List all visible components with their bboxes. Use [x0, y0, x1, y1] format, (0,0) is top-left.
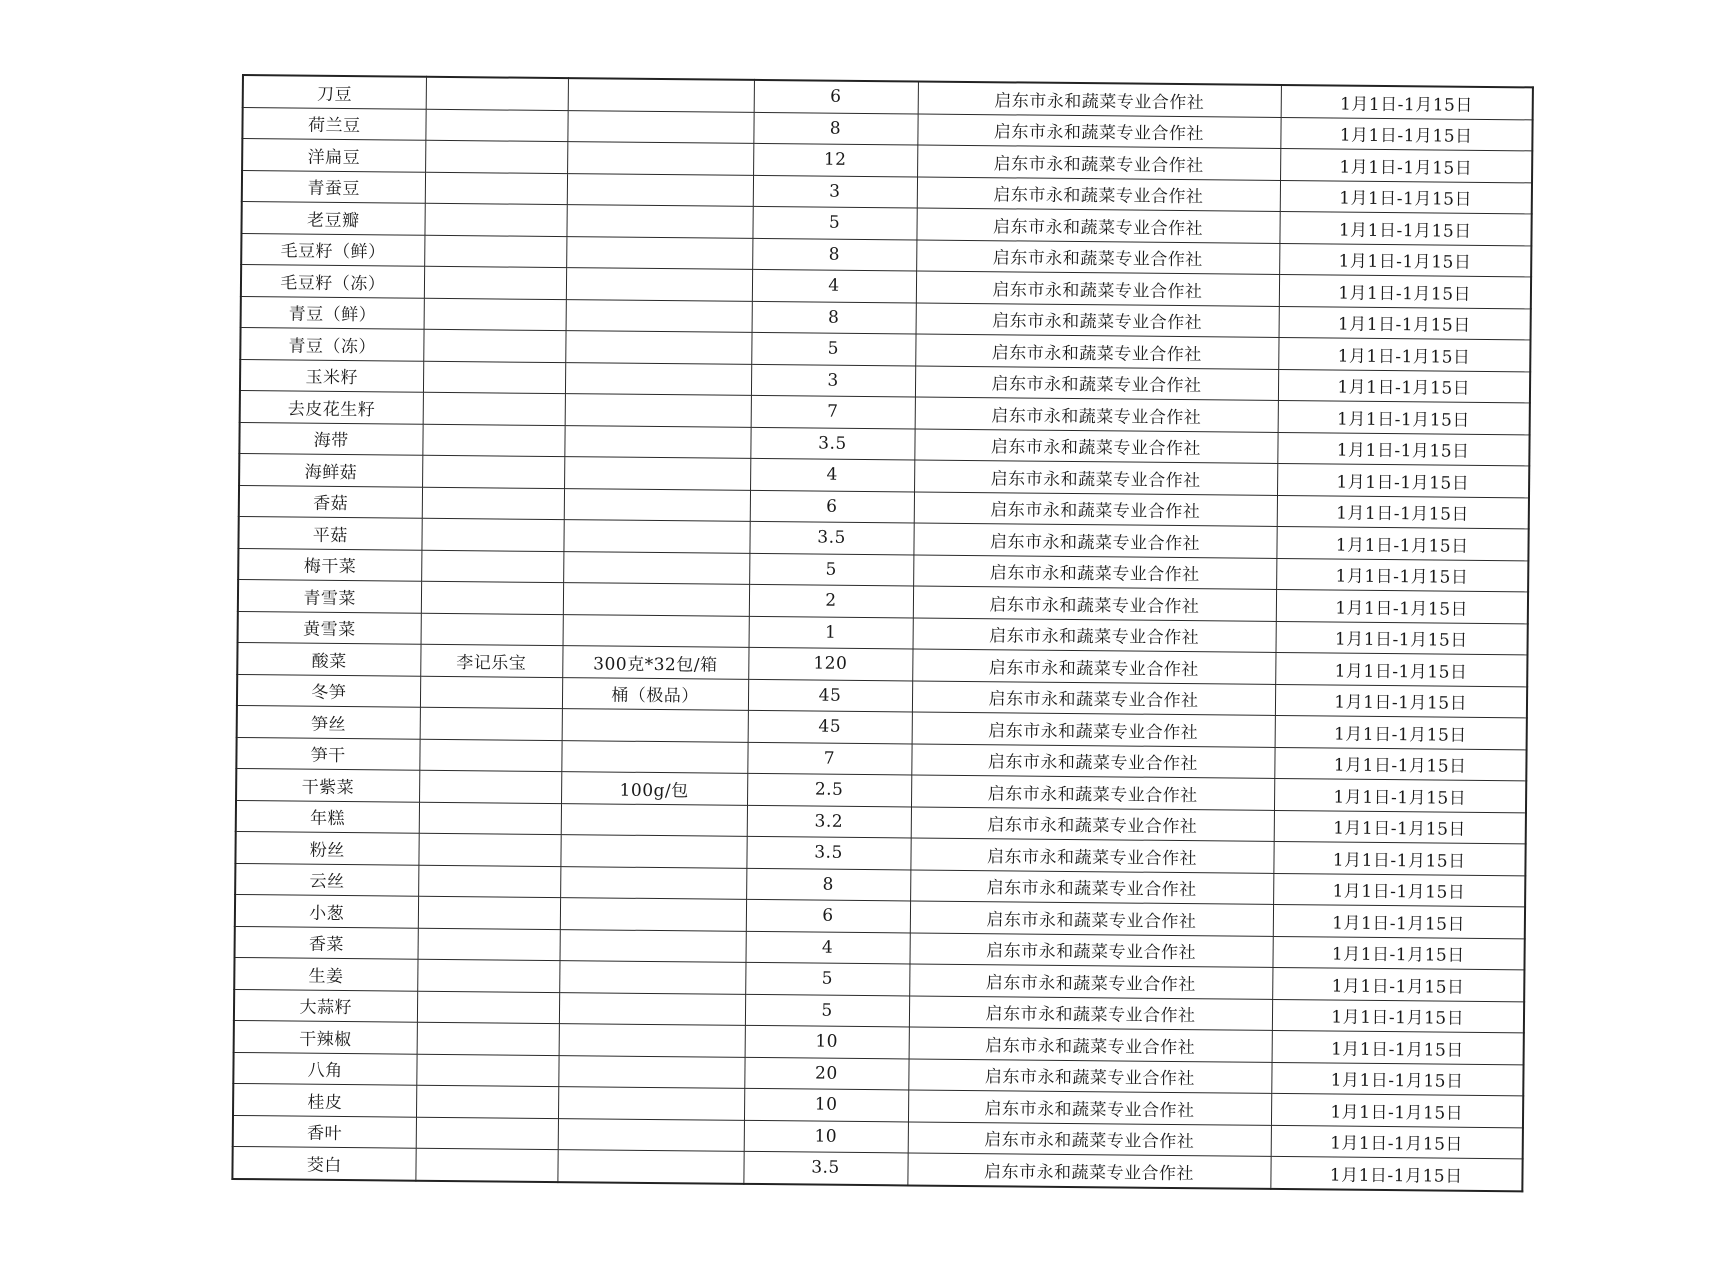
- supplier-cell: 启东市永和蔬菜专业合作社: [916, 239, 1279, 274]
- period-cell: 1月1日-1月15日: [1272, 936, 1524, 970]
- price-cell: 12: [753, 143, 917, 176]
- spec-cell: [560, 835, 746, 868]
- item-name-cell: 荷兰豆: [242, 107, 425, 140]
- item-name-cell: 干辣椒: [234, 1020, 417, 1053]
- price-cell: 2.5: [747, 773, 911, 806]
- price-table: [231, 74, 1534, 1192]
- item-name-cell: 海鲜菇: [239, 453, 422, 486]
- supplier-cell: 启东市永和蔬菜专业合作社: [908, 1090, 1271, 1125]
- price-cell: 3.5: [743, 1151, 907, 1185]
- item-name-cell: 去皮花生籽: [240, 390, 423, 423]
- period-cell: 1月1日-1月15日: [1276, 558, 1528, 592]
- spec-cell: [565, 394, 751, 427]
- item-name-cell: 香叶: [233, 1115, 416, 1148]
- brand-cell: [425, 172, 567, 205]
- brand-cell: [419, 739, 561, 772]
- period-cell: 1月1日-1月15日: [1278, 400, 1530, 434]
- period-cell: 1月1日-1月15日: [1275, 684, 1527, 718]
- brand-cell: [418, 833, 560, 866]
- item-name-cell: 玉米籽: [240, 359, 423, 392]
- supplier-cell: 启东市永和蔬菜专业合作社: [918, 81, 1281, 116]
- price-cell: 5: [751, 332, 915, 365]
- item-name-cell: 大蒜籽: [234, 989, 417, 1022]
- brand-cell: [417, 1022, 559, 1055]
- spec-cell: [566, 205, 752, 238]
- brand-cell: [425, 140, 567, 173]
- item-name-cell: 年糕: [236, 800, 419, 833]
- price-cell: 20: [744, 1057, 908, 1090]
- supplier-cell: 启东市永和蔬菜专业合作社: [909, 964, 1272, 999]
- brand-cell: [425, 109, 567, 142]
- scanned-price-sheet: [231, 74, 1532, 1192]
- supplier-cell: 启东市永和蔬菜专业合作社: [914, 428, 1277, 463]
- item-name-cell: 八角: [233, 1052, 416, 1085]
- supplier-cell: 启东市永和蔬菜专业合作社: [912, 680, 1275, 715]
- spec-cell: [566, 299, 752, 332]
- supplier-cell: 启东市永和蔬菜专业合作社: [915, 365, 1278, 400]
- supplier-cell: 启东市永和蔬菜专业合作社: [914, 460, 1277, 495]
- item-name-cell: 生姜: [234, 957, 417, 990]
- brand-cell: [417, 959, 559, 992]
- brand-cell: [418, 865, 560, 898]
- period-cell: 1月1日-1月15日: [1279, 243, 1531, 277]
- price-cell: 6: [746, 899, 910, 932]
- price-cell: 3: [753, 175, 917, 208]
- price-cell: 45: [748, 679, 912, 712]
- item-name-cell: 茭白: [232, 1146, 415, 1180]
- price-cell: 3: [751, 364, 915, 397]
- price-cell: 45: [748, 710, 912, 743]
- brand-cell: [416, 1054, 558, 1087]
- price-cell: 3.5: [746, 836, 910, 869]
- brand-cell: [418, 928, 560, 961]
- brand-cell: [424, 298, 566, 331]
- price-cell: 3.5: [749, 521, 913, 554]
- price-cell: 5: [752, 206, 916, 239]
- item-name-cell: 青蚕豆: [242, 170, 425, 203]
- supplier-cell: 启东市永和蔬菜专业合作社: [911, 775, 1274, 810]
- item-name-cell: 笋干: [236, 737, 419, 770]
- spec-cell: [566, 268, 752, 301]
- price-cell: 8: [752, 238, 916, 271]
- spec-cell: [563, 520, 749, 553]
- brand-cell: [426, 77, 568, 110]
- price-cell: 2: [749, 584, 913, 617]
- period-cell: 1月1日-1月15日: [1275, 715, 1527, 749]
- brand-cell: [418, 896, 560, 929]
- brand-cell: [423, 361, 565, 394]
- supplier-cell: 启东市永和蔬菜专业合作社: [916, 271, 1279, 306]
- price-cell: 10: [744, 1120, 908, 1153]
- brand-cell: [424, 235, 566, 268]
- spec-cell: [559, 961, 745, 994]
- brand-cell: [421, 550, 563, 583]
- period-cell: 1月1日-1月15日: [1277, 432, 1529, 466]
- spec-cell: 桶（极品）: [562, 677, 748, 710]
- period-cell: 1月1日-1月15日: [1275, 621, 1527, 655]
- spec-cell: [563, 583, 749, 616]
- period-cell: 1月1日-1月15日: [1276, 589, 1528, 623]
- period-cell: 1月1日-1月15日: [1278, 337, 1530, 371]
- period-cell: 1月1日-1月15日: [1274, 810, 1526, 844]
- item-name-cell: 干紫菜: [236, 768, 419, 801]
- period-cell: 1月1日-1月15日: [1272, 1030, 1524, 1064]
- price-cell: 4: [752, 269, 916, 302]
- spec-cell: [559, 992, 745, 1025]
- brand-cell: [421, 518, 563, 551]
- supplier-cell: 启东市永和蔬菜专业合作社: [913, 617, 1276, 652]
- period-cell: 1月1日-1月15日: [1278, 369, 1530, 403]
- spec-cell: [565, 362, 751, 395]
- item-name-cell: 海带: [239, 422, 422, 455]
- item-name-cell: 香菇: [239, 485, 422, 518]
- price-cell: 3.2: [747, 805, 911, 838]
- item-name-cell: 冬笋: [237, 674, 420, 707]
- supplier-cell: 启东市永和蔬菜专业合作社: [910, 901, 1273, 936]
- item-name-cell: 粉丝: [235, 831, 418, 864]
- price-cell: 6: [754, 80, 918, 114]
- spec-cell: 100g/包: [561, 772, 747, 805]
- spec-cell: [560, 866, 746, 899]
- period-cell: 1月1日-1月15日: [1280, 180, 1532, 214]
- supplier-cell: 启东市永和蔬菜专业合作社: [909, 932, 1272, 967]
- period-cell: 1月1日-1月15日: [1271, 1093, 1523, 1127]
- period-cell: 1月1日-1月15日: [1276, 526, 1528, 560]
- supplier-cell: 启东市永和蔬菜专业合作社: [908, 1121, 1271, 1156]
- spec-cell: [565, 331, 751, 364]
- spec-cell: [558, 1055, 744, 1088]
- supplier-cell: 启东市永和蔬菜专业合作社: [914, 491, 1277, 526]
- spec-cell: [561, 803, 747, 836]
- brand-cell: [419, 770, 561, 803]
- supplier-cell: 启东市永和蔬菜专业合作社: [917, 176, 1280, 211]
- period-cell: 1月1日-1月15日: [1274, 778, 1526, 812]
- supplier-cell: 启东市永和蔬菜专业合作社: [917, 145, 1280, 180]
- price-cell: 7: [747, 742, 911, 775]
- price-cell: 6: [750, 490, 914, 523]
- item-name-cell: 酸菜: [237, 642, 420, 675]
- period-cell: 1月1日-1月15日: [1280, 117, 1532, 151]
- spec-cell: [567, 173, 753, 206]
- spec-cell: [561, 740, 747, 773]
- period-cell: 1月1日-1月15日: [1275, 652, 1527, 686]
- item-name-cell: 毛豆籽（鲜）: [241, 233, 424, 266]
- price-cell: 8: [753, 112, 917, 145]
- price-cell: 8: [752, 301, 916, 334]
- supplier-cell: 启东市永和蔬菜专业合作社: [915, 334, 1278, 369]
- price-cell: 5: [745, 962, 909, 995]
- item-name-cell: 洋扁豆: [242, 139, 425, 172]
- brand-cell: [420, 676, 562, 709]
- table-body: [232, 75, 1533, 1191]
- item-name-cell: 青豆（冻）: [240, 327, 423, 360]
- spec-cell: [564, 425, 750, 458]
- item-name-cell: 刀豆: [243, 75, 426, 109]
- period-cell: 1月1日-1月15日: [1273, 873, 1525, 907]
- price-cell: 1: [749, 616, 913, 649]
- supplier-cell: 启东市永和蔬菜专业合作社: [911, 743, 1274, 778]
- supplier-cell: 启东市永和蔬菜专业合作社: [911, 806, 1274, 841]
- brand-cell: [423, 392, 565, 425]
- spec-cell: [564, 488, 750, 521]
- supplier-cell: 启东市永和蔬菜专业合作社: [908, 1058, 1271, 1093]
- supplier-cell: 启东市永和蔬菜专业合作社: [916, 208, 1279, 243]
- brand-cell: [421, 613, 563, 646]
- period-cell: 1月1日-1月15日: [1280, 148, 1532, 182]
- price-cell: 5: [749, 553, 913, 586]
- spec-cell: [563, 551, 749, 584]
- period-cell: 1月1日-1月15日: [1277, 463, 1529, 497]
- period-cell: 1月1日-1月15日: [1281, 85, 1533, 119]
- spec-cell: [558, 1118, 744, 1151]
- price-cell: 10: [744, 1088, 908, 1121]
- spec-cell: [559, 1024, 745, 1057]
- brand-cell: [422, 424, 564, 457]
- price-cell: 120: [748, 647, 912, 680]
- period-cell: 1月1日-1月15日: [1270, 1156, 1522, 1190]
- spec-cell: [560, 929, 746, 962]
- supplier-cell: 启东市永和蔬菜专业合作社: [915, 397, 1278, 432]
- supplier-cell: 启东市永和蔬菜专业合作社: [913, 523, 1276, 558]
- period-cell: 1月1日-1月15日: [1279, 274, 1531, 308]
- supplier-cell: 启东市永和蔬菜专业合作社: [907, 1153, 1270, 1188]
- spec-cell: [568, 78, 754, 112]
- brand-cell: [419, 802, 561, 835]
- brand-cell: [424, 203, 566, 236]
- price-cell: 4: [750, 458, 914, 491]
- item-name-cell: 毛豆籽（冻）: [241, 265, 424, 298]
- period-cell: 1月1日-1月15日: [1271, 1125, 1523, 1159]
- period-cell: 1月1日-1月15日: [1273, 904, 1525, 938]
- supplier-cell: 启东市永和蔬菜专业合作社: [912, 712, 1275, 747]
- item-name-cell: 云丝: [235, 863, 418, 896]
- supplier-cell: 启东市永和蔬菜专业合作社: [910, 869, 1273, 904]
- spec-cell: [564, 457, 750, 490]
- supplier-cell: 启东市永和蔬菜专业合作社: [916, 302, 1279, 337]
- brand-cell: [422, 487, 564, 520]
- item-name-cell: 桂皮: [233, 1083, 416, 1116]
- brand-cell: 李记乐宝: [420, 644, 562, 677]
- price-cell: 5: [745, 994, 909, 1027]
- item-name-cell: 香菜: [235, 926, 418, 959]
- period-cell: 1月1日-1月15日: [1271, 1062, 1523, 1096]
- spec-cell: [562, 709, 748, 742]
- period-cell: 1月1日-1月15日: [1279, 211, 1531, 245]
- item-name-cell: 老豆瓣: [241, 202, 424, 235]
- supplier-cell: 启东市永和蔬菜专业合作社: [910, 838, 1273, 873]
- supplier-cell: 启东市永和蔬菜专业合作社: [917, 113, 1280, 148]
- brand-cell: [421, 581, 563, 614]
- supplier-cell: 启东市永和蔬菜专业合作社: [912, 649, 1275, 684]
- period-cell: 1月1日-1月15日: [1273, 841, 1525, 875]
- brand-cell: [422, 455, 564, 488]
- spec-cell: [567, 142, 753, 175]
- item-name-cell: 梅干菜: [238, 548, 421, 581]
- item-name-cell: 小葱: [235, 894, 418, 927]
- spec-cell: [560, 898, 746, 931]
- item-name-cell: 平菇: [238, 516, 421, 549]
- supplier-cell: 启东市永和蔬菜专业合作社: [913, 586, 1276, 621]
- brand-cell: [416, 1085, 558, 1118]
- item-name-cell: 青雪菜: [238, 579, 421, 612]
- price-cell: 4: [745, 931, 909, 964]
- supplier-cell: 启东市永和蔬菜专业合作社: [909, 1027, 1272, 1062]
- spec-cell: 300克*32包/箱: [562, 646, 748, 679]
- period-cell: 1月1日-1月15日: [1272, 967, 1524, 1001]
- spec-cell: [557, 1150, 743, 1184]
- spec-cell: [567, 110, 753, 143]
- brand-cell: [420, 707, 562, 740]
- brand-cell: [416, 1117, 558, 1150]
- spec-cell: [566, 236, 752, 269]
- period-cell: 1月1日-1月15日: [1277, 495, 1529, 529]
- item-name-cell: 笋丝: [237, 705, 420, 738]
- supplier-cell: 启东市永和蔬菜专业合作社: [909, 995, 1272, 1030]
- price-cell: 10: [745, 1025, 909, 1058]
- item-name-cell: 黄雪菜: [238, 611, 421, 644]
- spec-cell: [558, 1087, 744, 1120]
- spec-cell: [563, 614, 749, 647]
- brand-cell: [417, 991, 559, 1024]
- price-cell: 3.5: [750, 427, 914, 460]
- supplier-cell: 启东市永和蔬菜专业合作社: [913, 554, 1276, 589]
- period-cell: 1月1日-1月15日: [1272, 999, 1524, 1033]
- price-cell: 8: [746, 868, 910, 901]
- brand-cell: [423, 329, 565, 362]
- period-cell: 1月1日-1月15日: [1279, 306, 1531, 340]
- price-cell: 7: [751, 395, 915, 428]
- period-cell: 1月1日-1月15日: [1274, 747, 1526, 781]
- brand-cell: [424, 266, 566, 299]
- brand-cell: [415, 1148, 557, 1181]
- item-name-cell: 青豆（鲜）: [241, 296, 424, 329]
